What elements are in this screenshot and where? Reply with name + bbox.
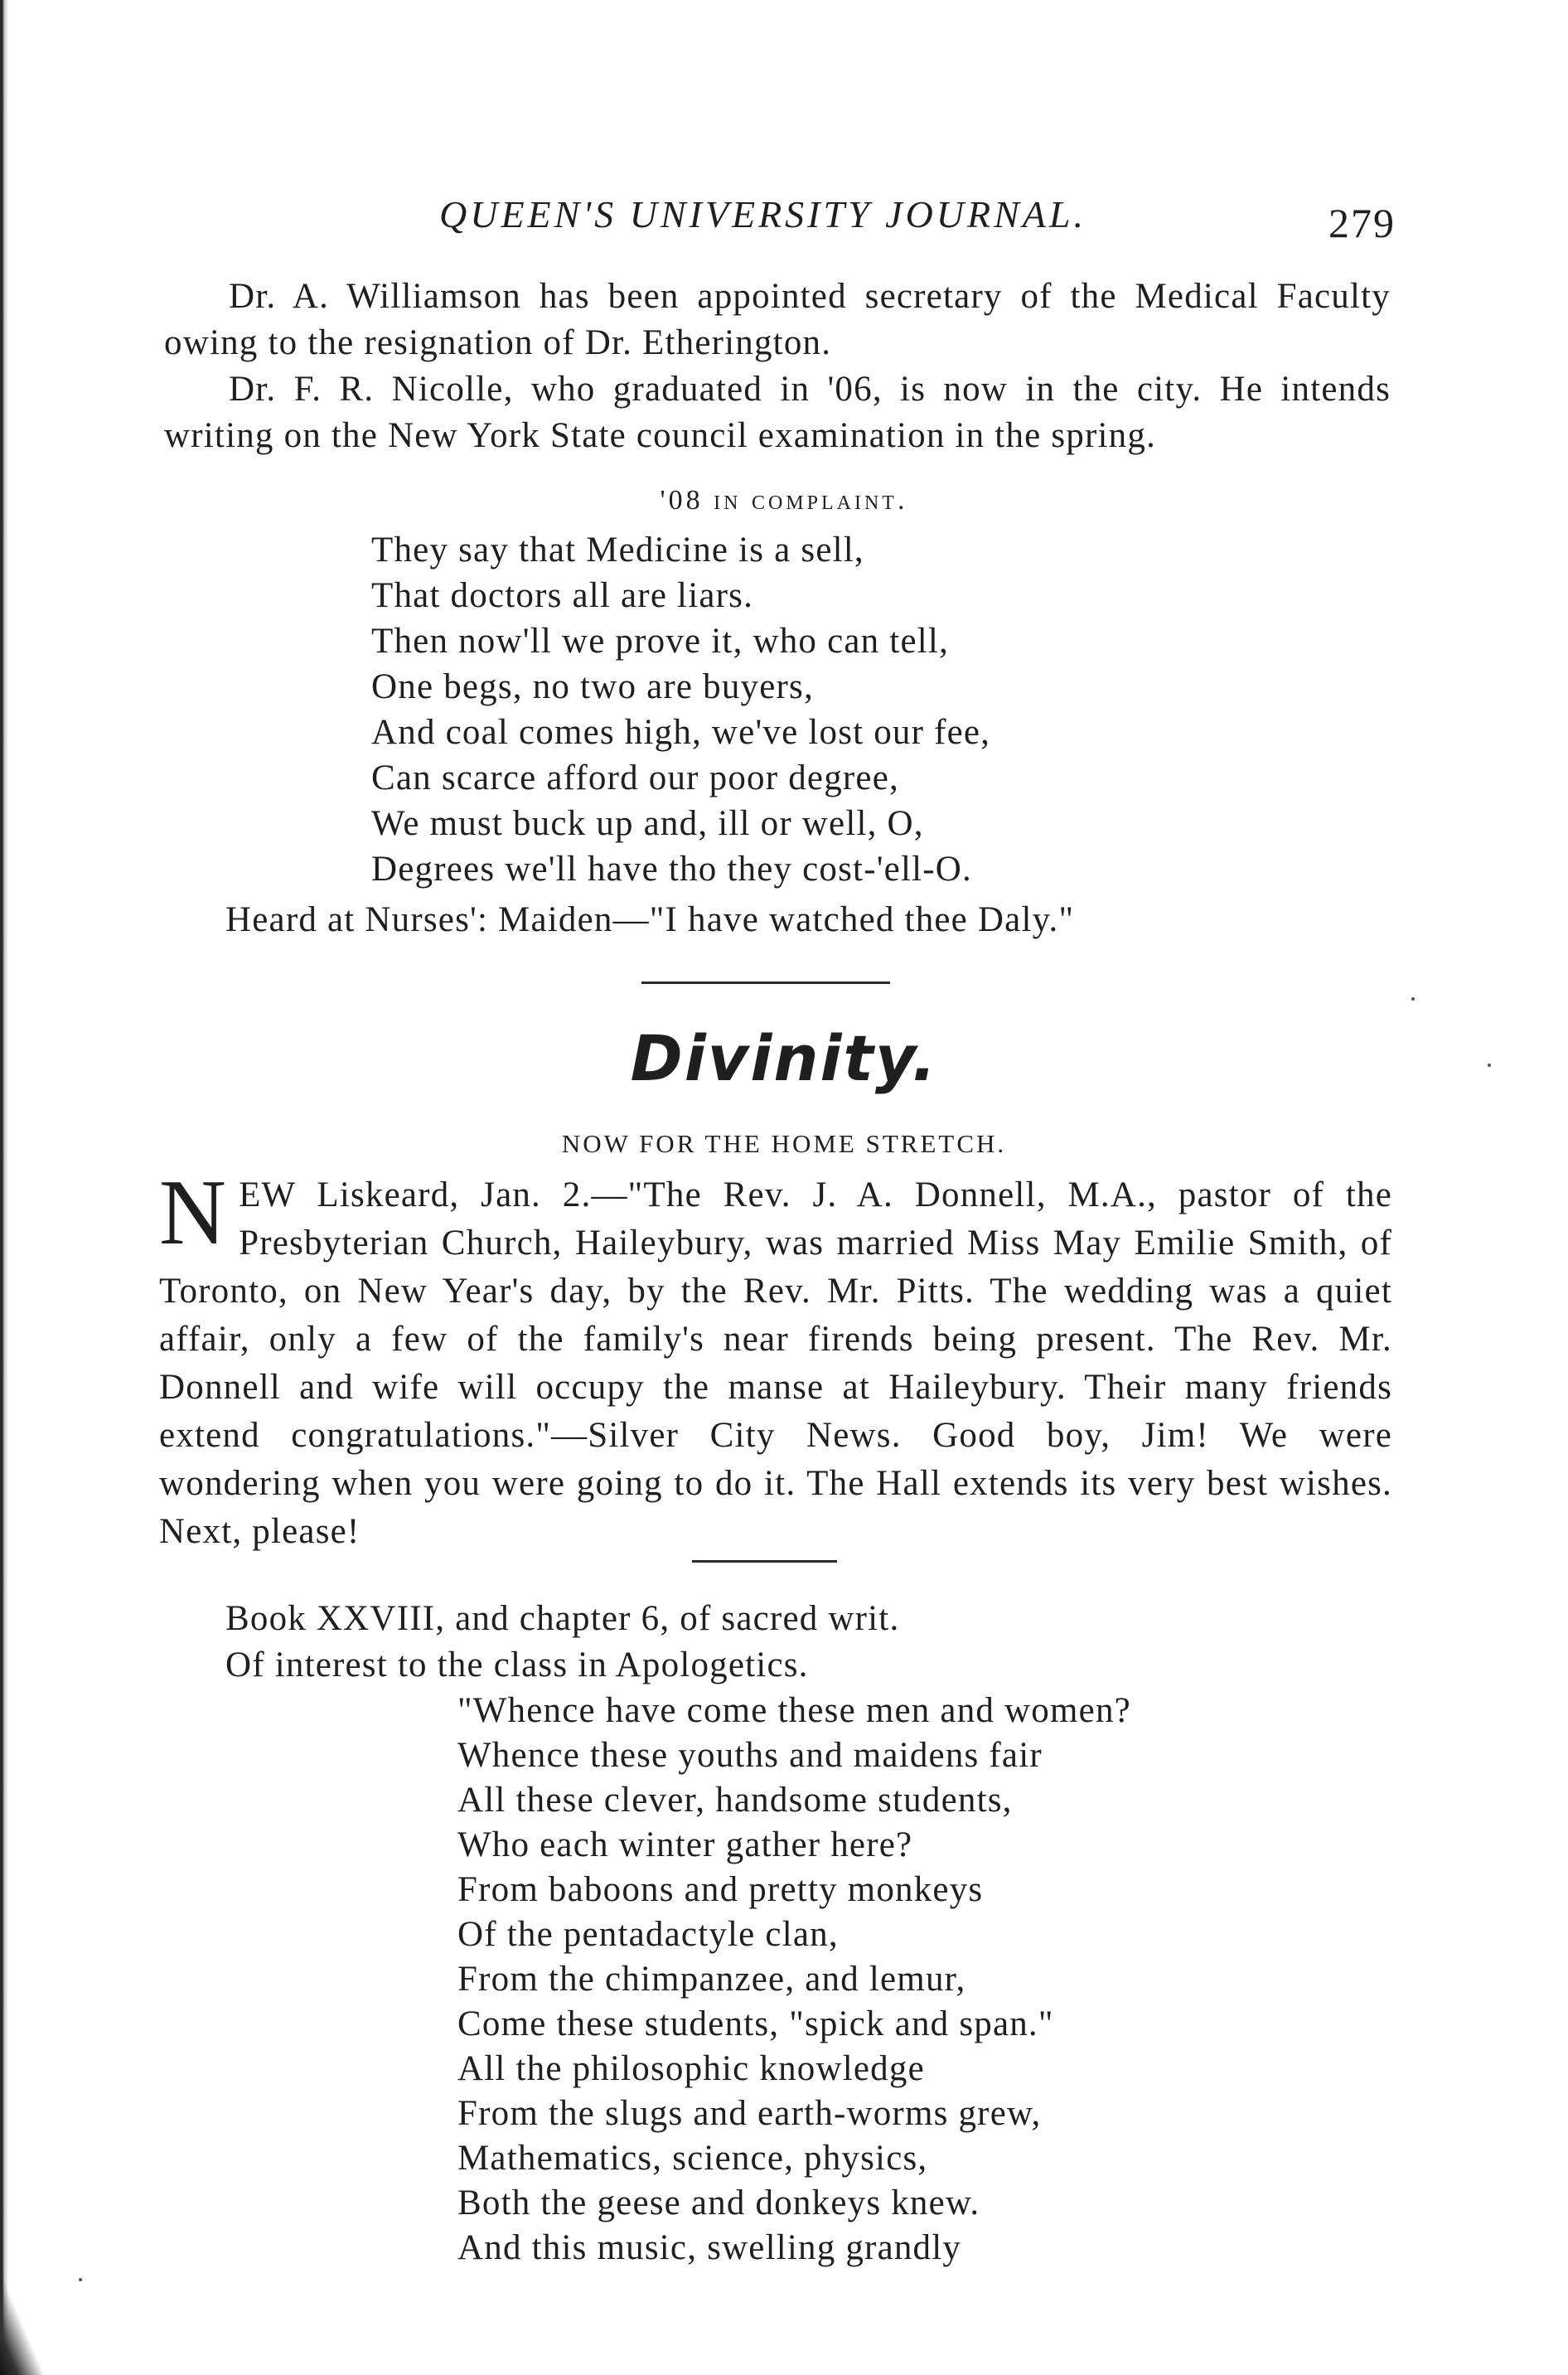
poem-line: From the chimpanzee, and lemur, — [457, 1960, 966, 1999]
news-paragraph-nicolle: Dr. F. R. Nicolle, who graduated in '06, is now in the city. He intends writing on the New York State council examination in the spring. — [164, 370, 1391, 455]
poem-line: Both the geese and donkeys knew. — [457, 2184, 980, 2222]
binding-shadow — [0, 2259, 50, 2375]
intro-line: Of interest to the class in Apologetics. — [225, 1646, 809, 1684]
poem-line: That doctors all are liars. — [371, 576, 754, 615]
poem-line: Come these students, "spick and span." — [457, 2004, 1054, 2043]
poem-line: From baboons and pretty monkeys — [457, 1870, 984, 1909]
running-head: QUEEN'S UNIVERSITY JOURNAL. — [439, 193, 1086, 235]
article-divider — [692, 1560, 837, 1563]
poem-line: One begs, no two are buyers, — [371, 667, 814, 706]
print-speck — [1411, 997, 1415, 1001]
poem-line: And this music, swelling grandly — [457, 2228, 962, 2267]
article-subtitle: NOW FOR THE HOME STRETCH. — [561, 1129, 1007, 1158]
poem-complaint — [371, 527, 990, 892]
poem-line: Who each winter gather here? — [457, 1825, 913, 1864]
poem-line: Can scarce afford our poor degree, — [371, 759, 899, 797]
divinity-article — [159, 1161, 1392, 1556]
poem-line: We must buck up and, ill or well, O, — [371, 804, 924, 843]
news-paragraph-williamson: Dr. A. Williamson has been appointed secretary of the Medical Faculty owing to the resignation of Dr. Etherington. — [164, 277, 1391, 362]
poem-line: And coal comes high, we've lost our fee, — [371, 713, 991, 752]
poem-apologetics — [457, 1689, 1131, 2271]
print-speck — [79, 2278, 82, 2281]
poem-line: Mathematics, science, physics, — [457, 2139, 928, 2178]
poem-line: Whence these youths and maidens fair — [457, 1736, 1043, 1775]
poem-line: Degrees we'll have tho they cost-'ell-O. — [371, 850, 972, 889]
section-title-divinity: Divinity. — [630, 1021, 938, 1095]
section-divider — [641, 982, 890, 984]
poem-line: All the philosophic knowledge — [457, 2049, 925, 2088]
poem-line: "Whence have come these men and women? — [457, 1691, 1131, 1730]
heard-at-nurses: Heard at Nurses': Maiden—"I have watched thee Daly." — [225, 900, 1075, 939]
poem-introduction — [225, 1596, 899, 1689]
poem-line: Then now'll we prove it, who can tell, — [371, 622, 949, 661]
page-number: 279 — [1328, 200, 1396, 246]
poem-line: All these clever, handsome students, — [457, 1781, 1013, 1820]
intro-line: Book XXVIII, and chapter 6, of sacred writ. — [225, 1599, 900, 1638]
poem-line: Of the pentadactyle clan, — [457, 1915, 839, 1954]
poem-line: From the slugs and earth-worms grew, — [457, 2094, 1042, 2133]
drop-cap: N — [159, 1161, 228, 1264]
print-speck — [1488, 1064, 1491, 1067]
binding-edge — [0, 0, 8, 2375]
poem-line: They say that Medicine is a sell, — [371, 531, 864, 570]
article-body: EW Liskeard, Jan. 2.—"The Rev. J. A. Donnell, M.A., pastor of the Presbyterian Church, Haileybury, was married Miss May Emilie Smith, of Toronto, on New Year's day, by the Rev. Mr. Pitts. The wedding was a quiet affair, only a few of the family's near firends being present. The Rev. Mr. Donnell and wife will occupy the manse at Haileybury. Their many friends extend congratulations."—Silver City News. Good boy, Jim! We were wondering when you were going to do it. The Hall extends its very best wishes. Next, please! — [159, 1175, 1392, 1551]
poem-title: '08 in complaint. — [660, 485, 908, 516]
